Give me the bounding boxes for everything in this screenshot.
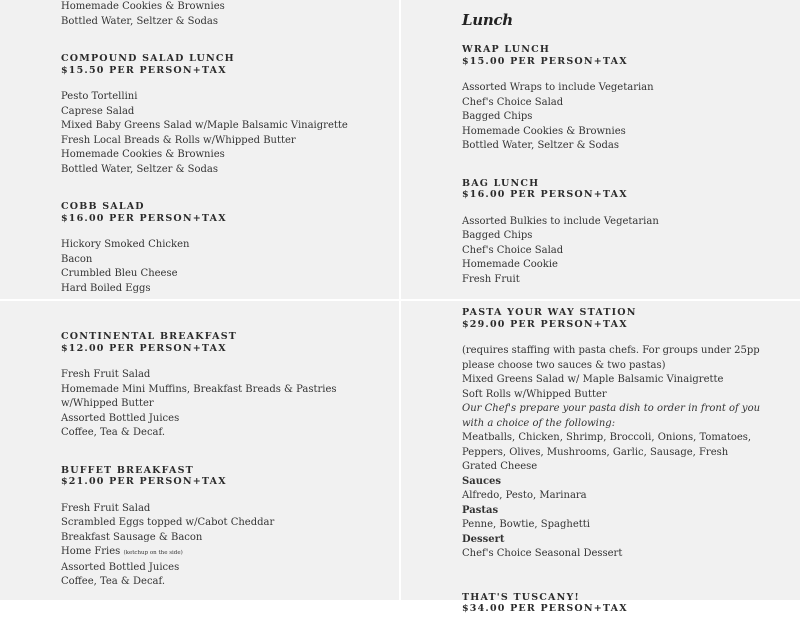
menu-item: Bottled Water, Seltzer & Sodas [61, 163, 219, 175]
menu-section-buffet-breakfast [61, 465, 391, 590]
section-price: $15.50 PER PERSON+TAX [61, 64, 227, 76]
menu-item: Chef's Choice Salad [462, 244, 564, 256]
menu-note: (requires staffing with pasta chefs. For groups under 25pp please choose two sauces & two pastas) [462, 345, 760, 371]
menu-item: Bottled Water, Seltzer & Sodas [462, 140, 620, 151]
section-price: $15.00 PER PERSON+TAX [462, 55, 628, 67]
menu-item: Fresh Local Breads & Rolls w/Whipped Butter [61, 134, 296, 146]
section-title: BUFFET BREAKFAST [61, 464, 194, 476]
menu-section-continental-breakfast [61, 331, 391, 441]
menu-item: Breakfast Sausage & Bacon [61, 531, 203, 543]
menu-section-wrap-lunch [462, 44, 792, 154]
section-title: PASTA YOUR WAY STATION [462, 307, 637, 318]
section-price: $16.00 PER PERSON+TAX [462, 189, 628, 200]
menu-item-note: (ketchup on the side) [123, 550, 183, 556]
menu-item: Hard Boiled Eggs [61, 282, 151, 294]
section-price: $16.00 PER PERSON+TAX [61, 212, 227, 224]
menu-item: Chef's Choice Salad [462, 96, 564, 108]
page-content [462, 10, 792, 287]
menu-item: Mixed Baby Greens Salad w/Maple Balsamic Vinaigrette [61, 120, 348, 131]
menu-item: Assorted Wraps to include Vegetarian [462, 82, 654, 93]
menu-item: Penne, Bowtie, Spaghetti [462, 519, 590, 530]
menu-item: Bottled Water, Seltzer & Sodas [61, 15, 219, 27]
section-title: CONTINENTAL BREAKFAST [61, 331, 238, 342]
menu-item: Fresh Fruit Salad [61, 502, 151, 514]
menu-item: Alfredo, Pesto, Marinara [462, 490, 587, 501]
menu-item: Assorted Bottled Juices [61, 412, 180, 424]
section-title: WRAP LUNCH [462, 44, 551, 55]
menu-item: Meatballs, Chicken, Shrimp, Broccoli, Onions, Tomatoes, Peppers, Olives, Mushrooms, Garlic, Sausage, Fresh Grated Cheese [462, 432, 752, 472]
menu-section-bag-lunch [462, 178, 792, 288]
subheading-sauces: Sauces [462, 475, 502, 487]
section-price: $21.00 PER PERSON+TAX [61, 476, 227, 487]
menu-item: Pesto Tortellini [61, 91, 138, 102]
menu-item: Homemade Cookies & Brownies [61, 1, 225, 12]
menu-item: Soft Rolls w/Whipped Butter [462, 388, 607, 400]
page-content [61, 331, 391, 590]
menu-item: Homemade Cookies & Brownies [462, 125, 626, 137]
menu-section-compound-salad [61, 53, 391, 177]
menu-note-italic: Our Chef's prepare your pasta dish to order in front of you with a choice of the following: [462, 403, 761, 429]
section-price: $12.00 PER PERSON+TAX [61, 342, 227, 354]
menu-section-thats-tuscany [462, 592, 762, 615]
menu-section-cobb-salad [61, 201, 391, 296]
menu-item: Homemade Mini Muffins, Breakfast Breads & Pastries w/Whipped Butter [61, 383, 337, 409]
section-title: BAG LUNCH [462, 177, 540, 189]
page-content [61, 0, 391, 296]
menu-page-bottom-right [401, 301, 800, 614]
section-price: $34.00 PER PERSON+TAX [462, 603, 628, 614]
menu-item: Bagged Chips [462, 230, 533, 241]
subheading-pastas: Pastas [462, 504, 499, 516]
menu-item: Bacon [61, 253, 93, 265]
menu-item: Homemade Cookie [462, 259, 558, 270]
section-title: COBB SALAD [61, 201, 145, 212]
menu-page-top-left [0, 0, 399, 299]
subheading-dessert: Dessert [462, 533, 505, 545]
category-title: Lunch [462, 11, 513, 29]
section-title: COMPOUND SALAD LUNCH [61, 53, 235, 64]
menu-item: Homemade Cookies & Brownies [61, 149, 225, 160]
menu-item: Mixed Greens Salad w/ Maple Balsamic Vinaigrette [462, 374, 724, 385]
menu-item: Fresh Fruit Salad [61, 369, 151, 380]
menu-item: Hickory Smoked Chicken [61, 239, 190, 250]
menu-item: Crumbled Bleu Cheese [61, 268, 178, 279]
menu-item: Chef's Choice Seasonal Dessert [462, 548, 623, 559]
menu-item: Assorted Bulkies to include Vegetarian [462, 215, 659, 227]
menu-item: Coffee, Tea & Decaf. [61, 427, 166, 438]
section-title: THAT'S TUSCANY! [462, 591, 580, 603]
menu-item: Caprese Salad [61, 105, 135, 117]
menu-item: Scrambled Eggs topped w/Cabot Cheddar [61, 517, 275, 528]
menu-item: Bagged Chips [462, 111, 533, 122]
menu-item: Assorted Bottled Juices [61, 561, 180, 573]
menu-item-home-fries [61, 545, 391, 561]
menu-page-top-right [401, 0, 800, 299]
menu-item-label: Home Fries [61, 546, 121, 557]
section-price: $29.00 PER PERSON+TAX [462, 318, 628, 330]
menu-page-bottom-left [0, 301, 399, 600]
page-content [462, 307, 762, 629]
menu-item: Fresh Fruit [462, 273, 520, 285]
menu-item: Coffee, Tea & Decaf. [61, 576, 166, 587]
menu-section-pasta-station [462, 307, 762, 562]
